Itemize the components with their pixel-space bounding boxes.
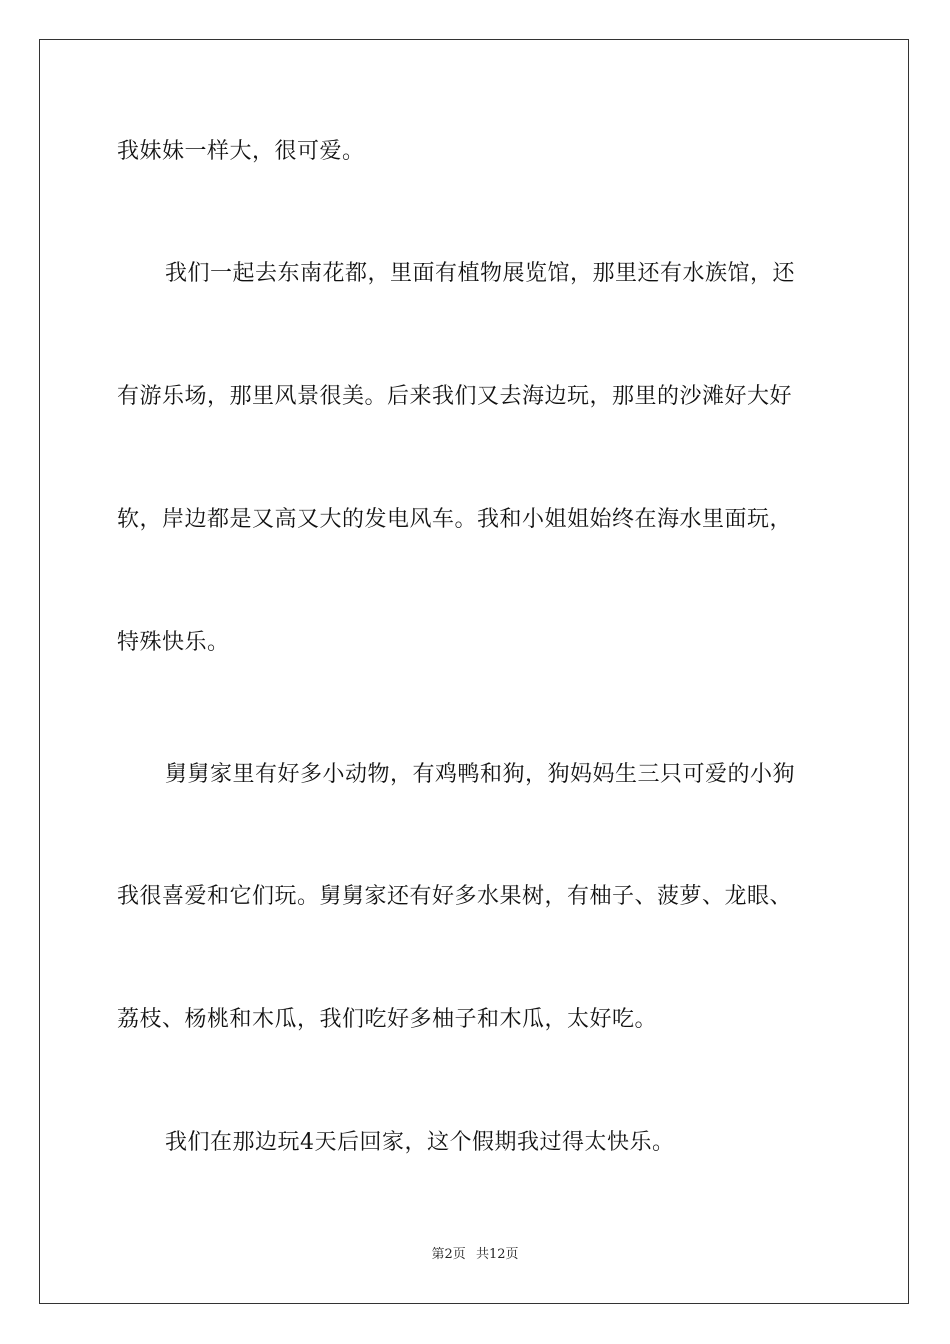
text-line-1: 我妹妹一样大，很可爱。 [117, 139, 365, 164]
text-line-5: 特殊快乐。 [117, 630, 230, 655]
page-number: 第2页 [431, 1247, 466, 1262]
text-line-8: 荔枝、杨桃和木瓜，我们吃好多柚子和木瓜，太好吃。 [117, 1007, 658, 1032]
page-total: 共12页 [475, 1247, 519, 1262]
text-line-3: 有游乐场，那里风景很美。后来我们又去海边玩，那里的沙滩好大好 [117, 384, 793, 409]
text-line-9: 我们在那边玩4天后回家，这个假期我过得太快乐。 [165, 1130, 675, 1155]
text-line-2: 我们一起去东南花都，里面有植物展览馆，那里还有水族馆，还 [165, 261, 796, 286]
text-line-6: 舅舅家里有好多小动物，有鸡鸭和狗，狗妈妈生三只可爱的小狗 [165, 762, 796, 787]
page-footer [0, 1246, 950, 1264]
text-line-7: 我很喜爱和它们玩。舅舅家还有好多水果树，有柚子、菠萝、龙眼、 [117, 884, 793, 909]
page-border [39, 39, 909, 1304]
text-line-4: 软，岸边都是又高又大的发电风车。我和小姐姐始终在海水里面玩， [117, 507, 793, 532]
